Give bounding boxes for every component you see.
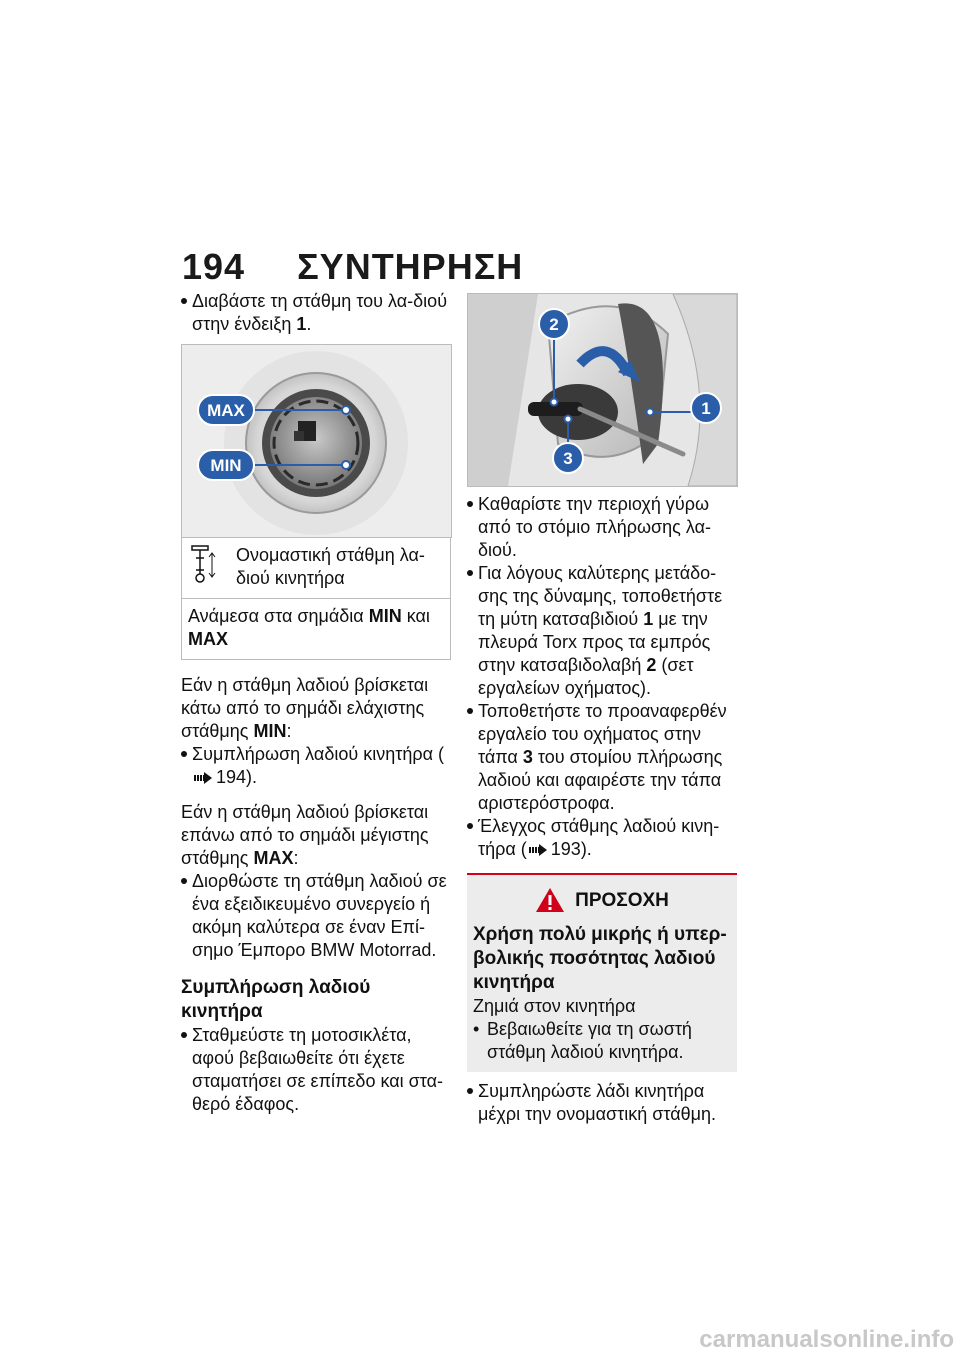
oil-dipstick-icon [188,544,236,590]
bullet-dot [467,700,478,815]
list-item: Καθαρίστε την περιοχή γύρω από το στόμιο πλήρωσης λα-διού. [467,493,737,562]
bullet-dot [467,493,478,562]
max-label: MAX [207,401,245,420]
page-number: 194 [182,246,246,287]
spec-value: Ανάμεσα στα σημάδια MIN και MAX [188,606,430,649]
list-item: Συμπλήρωση λαδιού κινητήρα (194). [181,743,451,789]
watermark: carmanualsonline.info [699,1326,954,1353]
list-item: Διαβάστε τη στάθμη του λα-διού στην ένδειξη 1. [181,290,451,336]
warning-text: Ζημιά στον κινητήρα [473,996,636,1016]
page-header [182,246,523,288]
list-item: Διορθώστε τη στάθμη λαδιού σε ένα εξειδικευμένο συνεργείο ή ακόμη καλύτερα σε έναν Επί-σημο Έμπορο BMW Motorrad. [181,870,451,962]
oil-filler-cap-figure [467,293,738,487]
spec-box [181,538,451,660]
right-column [467,290,737,1126]
warning-box [467,873,737,1072]
callout-3: 3 [563,449,573,468]
page-reference-arrow-icon [194,772,212,784]
paragraph: Εάν η στάθμη λαδιού βρίσκεται κάτω από το σημάδι ελάχιστης στάθμης MIN: [181,675,429,741]
spec-title: Ονομαστική στάθμη λα-διού κινητήρα [236,545,425,588]
bullet-dot [467,562,478,700]
bullet-dot [181,870,192,962]
left-column [181,290,451,1116]
page-reference[interactable]: 193 [550,839,581,859]
bullet-dot [467,815,478,861]
list-item: Συμπληρώστε λάδι κινητήρα μέχρι την ονομαστική στάθμη. [467,1080,737,1126]
bullet-dot [181,290,192,336]
warning-triangle-icon [535,887,565,913]
bullet-dot [467,1080,478,1126]
oil-sight-glass-figure [181,344,452,538]
list-item: Για λόγους καλύτερης μετάδο-σης της δύναμης, τοποθετήστε τη μύτη κατσαβιδιού 1 με την πλευρά Torx προς τα εμπρός στην κατσαβιδολαβή 2 (σετ εργαλείων οχήματος). [467,562,737,700]
subheading: Συμπλήρωση λαδιού κινητήρα [181,977,371,1022]
warning-list-item: • Βεβαιωθείτε για τη σωστή στάθμη λαδιού κινητήρα. [473,1018,731,1064]
list-item: Τοποθετήστε το προαναφερθέν εργαλείο του οχήματος στην τάπα 3 του στομίου πλήρωσης λαδιού και αφαιρέστε την τάπα αριστερόστροφα. [467,700,737,815]
page-reference-arrow-icon [529,844,547,856]
page-reference[interactable]: 194 [216,767,247,787]
bullet-dot [181,1024,192,1116]
section-title: ΣΥΝΤΗΡΗΣΗ [297,246,524,287]
callout-2: 2 [549,315,559,334]
warning-label: ΠΡΟΣΟΧΗ [575,889,669,911]
callout-1: 1 [701,399,711,418]
paragraph: Εάν η στάθμη λαδιού βρίσκεται επάνω από το σημάδι μέγιστης στάθμης MAX: [181,802,429,868]
list-item: Σταθμεύστε τη μοτοσικλέτα, αφού βεβαιωθείτε ότι έχετε σταματήσει σε επίπεδο και στα-θερό έδαφος. [181,1024,451,1116]
list-item: Έλεγχος στάθμης λαδιού κινη-τήρα ( 193). [467,815,737,861]
bullet-dot [181,743,192,789]
warning-title: Χρήση πολύ μικρής ή υπερ-βολικής ποσότητας λαδιού κινητήρα [473,924,727,993]
min-label: MIN [210,456,242,475]
